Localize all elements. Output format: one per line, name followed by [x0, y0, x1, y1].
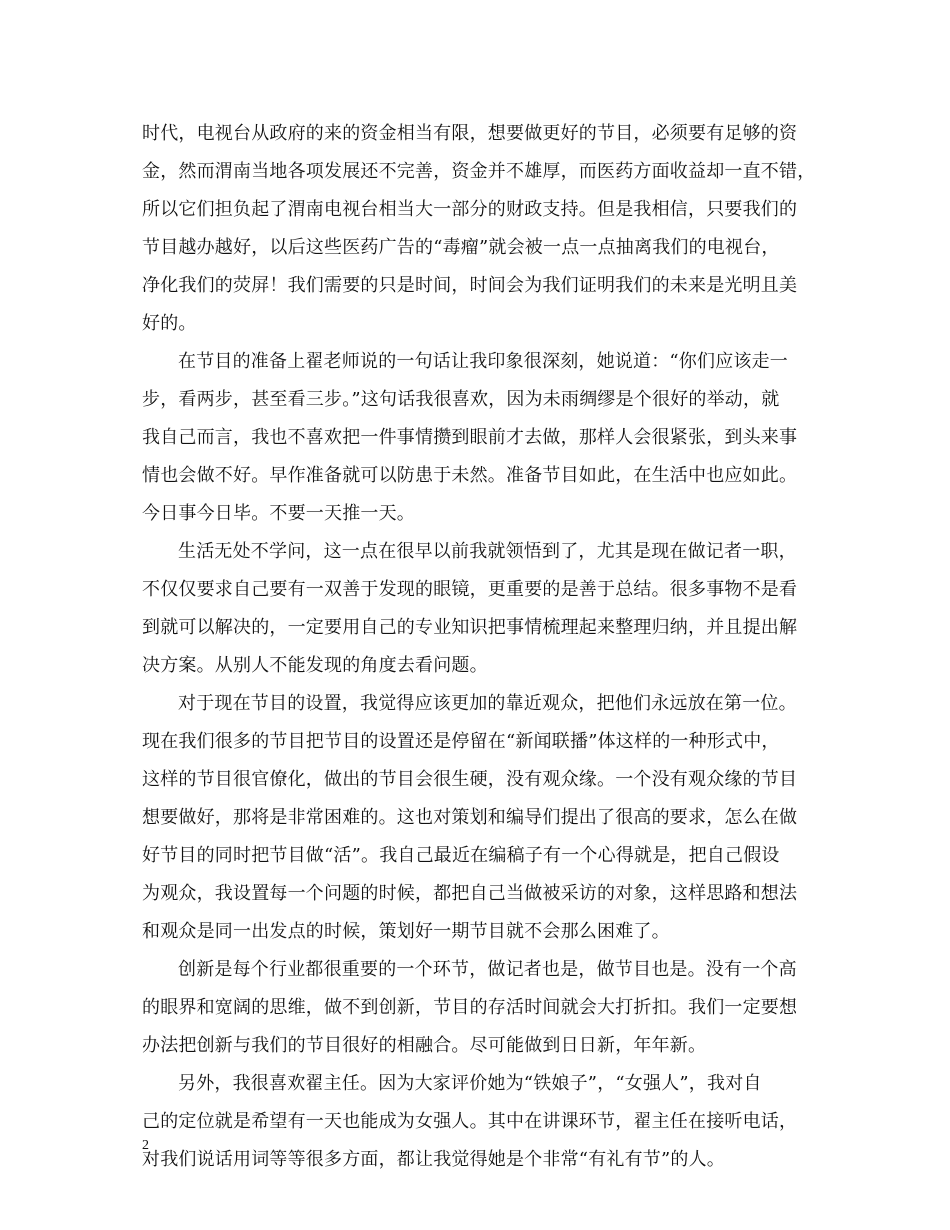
- paragraph-first-line: 对于现在节目的设置，我觉得应该更加的靠近观众，把他们永远放在第一位。: [178, 693, 797, 714]
- text-line: 决方案。从别人不能发现的角度去看问题。: [142, 655, 488, 676]
- text-line: 想要做好，那将是非常困难的。这也对策划和编导们提出了很高的要求，怎么在做: [142, 807, 798, 828]
- text-line: 和观众是同一出发点的时候，策划好一期节目就不会那么困难了。: [142, 921, 670, 942]
- text-line: 好的。: [142, 313, 197, 334]
- text-line: 到就可以解决的，一定要用自己的专业知识把事情梳理起来整理归纳，并且提出解: [142, 617, 798, 638]
- body-text: [142, 115, 822, 1179]
- text-line: 的眼界和宽阔的思维，做不到创新，节目的存活时间就会大打折扣。我们一定要想: [142, 997, 798, 1018]
- text-line: 所以它们担负起了渭南电视台相当大一部分的财政支持。但是我相信，只要我们的: [142, 199, 798, 220]
- text-line: 净化我们的荧屏！我们需要的只是时间，时间会为我们证明我们的未来是光明且美: [142, 275, 798, 296]
- text-line: 己的定位就是希望有一天也能成为女强人。其中在讲课环节，翟主任在接听电话，: [142, 1111, 798, 1132]
- text-line: 办法把创新与我们的节目很好的相融合。尽可能做到日日新，年年新。: [142, 1035, 707, 1056]
- paragraph-first-line: 在节目的准备上翟老师说的一句话让我印象很深刻，她说道：“你们应该走一: [178, 351, 788, 372]
- text-line: 情也会做不好。早作准备就可以防患于未然。准备节目如此，在生活中也应如此。: [142, 465, 798, 486]
- page-number: 2: [142, 1138, 149, 1153]
- text-line: 对我们说话用词等等很多方面，都让我觉得她是个非常“有礼有节”的人。: [142, 1149, 726, 1170]
- text-line: 好节目的同时把节目做“活”。我自己最近在编稿子有一个心得就是，把自己假设: [142, 845, 780, 866]
- text-line: 时代，电视台从政府的来的资金相当有限，想要做更好的节目，必须要有足够的资: [142, 123, 798, 144]
- paragraph-first-line: 另外，我很喜欢翟主任。因为大家评价她为“铁娘子”，“女强人”，我对自: [178, 1073, 762, 1094]
- text-line: 步，看两步，甚至看三步。”这句话我很喜欢，因为未雨绸缪是个很好的举动，就: [142, 389, 780, 410]
- text-line: 为观众，我设置每一个问题的时候，都把自己当做被采访的对象，这样思路和想法: [142, 883, 798, 904]
- text-line: 金，然而渭南当地各项发展还不完善，资金并不雄厚，而医药方面收益却一直不错，: [142, 161, 816, 182]
- paragraph-first-line: 生活无处不学问，这一点在很早以前我就领悟到了，尤其是现在做记者一职，: [178, 541, 797, 562]
- text-line: 节目越办越好，以后这些医药广告的“毒瘤”就会被一点一点抽离我们的电视台，: [142, 237, 780, 258]
- text-line: 我自己而言，我也不喜欢把一件事情攒到眼前才去做，那样人会很紧张，到头来事: [142, 427, 798, 448]
- text-line: 现在我们很多的节目把节目的设置还是停留在“新闻联播”体这样的一种形式中，: [142, 731, 780, 752]
- paragraph-first-line: 创新是每个行业都很重要的一个环节，做记者也是，做节目也是。没有一个高: [178, 959, 797, 980]
- text-line: 这样的节目很官僚化，做出的节目会很生硬，没有观众缘。一个没有观众缘的节目: [142, 769, 798, 790]
- text-line: 不仅仅要求自己要有一双善于发现的眼镜，更重要的是善于总结。很多事物不是看: [142, 579, 798, 600]
- text-line: 今日事今日毕。不要一天推一天。: [142, 503, 415, 524]
